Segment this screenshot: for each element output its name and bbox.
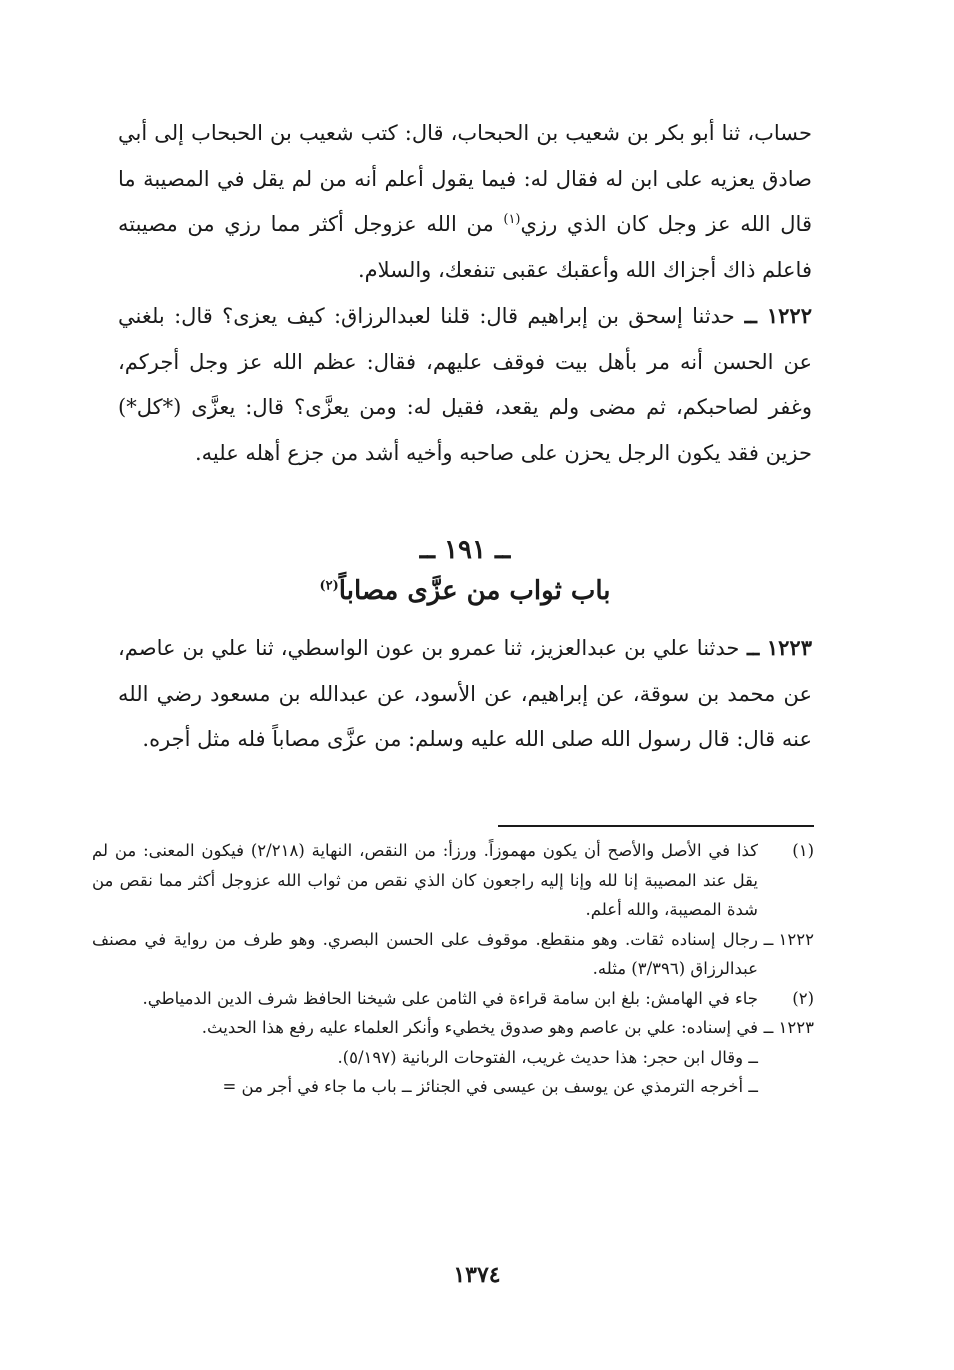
chapter-number: ــ ١٩١ ــ [419,535,511,565]
footnote-text: كذا في الأصل والأصح أن يكون مهموزاً. ورزأ: من النقص، النهاية (٢/٢١٨) فيكون المعنى: من لم يقل عند المصيبة إنا لله وإنا إليه راجعون كان الذي نقص من ثواب الله عزوجل أكثر مما نقص من شدة المصيبة، والله أعلم. [92,841,758,919]
hadith-1222 [118,293,812,476]
footnote-continuation: ــ وقال ابن حجر: هذا حديث غريب، الفتوحات الربانية (٥/١٩٧). [337,1047,758,1067]
footnote-2 [92,984,814,1014]
hadith-1223 [118,625,812,763]
footnote-continuation: ــ أخرجه الترمذي عن يوسف بن عيسى في الجنائز ــ باب ما جاء في أجر من = [222,1077,758,1096]
hadith-dash: ــ [739,635,767,660]
hadith-text: حدثنا إسحق بن إبراهيم قال: قلنا لعبدالرزاق: كيف يعزى؟ قال: بلغني عن الحسن أنه مر بأهل بيت فوقف عليهم، فقال: عظم الله عز وجل أجركم، وغفر لصاحبكم، ثم مضى ولم يقعد، فقيل له: ومن يعزَّى؟ قال: يعزَّى (*كل*) حزين فقد يكون الرجل يحزن على صاحبه وأخيه أشد من جزع أهله عليه. [118,304,812,465]
top-paragraph [118,111,812,293]
footnote-reference-2[interactable]: (٢) [319,578,339,594]
footnote-1223 [92,1013,814,1043]
footnotes [92,836,814,1102]
paragraph-text-continued: من الله عزوجل أكثر مما رزي من مصيبته فاعلم ذاك أجزاك الله وأعقبك عقبى تنفعك، والسلام. [118,212,812,282]
footnote-marker: ١٢٢٢ ــ [763,929,814,949]
footnote-marker: (١) [792,841,814,860]
footnote-reference-1[interactable]: (١) [503,212,521,227]
chapter-heading [118,570,812,612]
page-number: ١٣٧٤ [453,1262,501,1288]
footnote-text: رجال إسناده ثقات. وهو منقطع. موقوف على الحسن البصري. وهو طرف من رواية في مصنف عبدالرزاق (٣/٣٩٦) مثله. [92,929,758,978]
footnote-text: في إسناده: علي بن عاصم وهو صدوق يخطيء وأنكر العلماء عليه رفع هذا الحديث. [201,1018,758,1037]
hadith-text: حدثنا علي بن عبدالعزيز، ثنا عمرو بن عون الواسطي، ثنا علي بن عاصم، عن محمد بن سوقة، عن إبراهيم، عن الأسود، عن عبدالله بن مسعود رضي الله عنه قال: قال رسول الله صلى الله عليه وسلم: من عزَّى مصاباً فله مثل أجره. [118,636,812,751]
paragraph-text: حساب، ثنا أبو بكر بن شعيب بن الحبحاب، قال: كتب شعيب بن الحبحاب إلى أبي صادق يعزيه على ابن له فقال له: فيما يقول أعلم أنه من لم يقل في المصيبة ما قال الله عز وجل كان الذي رزي [118,121,812,236]
hadith-number: ١٢٢٣ [766,635,812,660]
footnote-text: جاء في الهامش: بلغ ابن سامة قراءة في الثامن على شيخنا الحافظ شرف الدين الدمياطي. [142,988,758,1008]
chapter-title: باب ثواب من عزَّى مصاباً [338,576,611,606]
hadith-number: ١٢٢٢ [766,303,812,328]
continuation-paragraph [118,111,812,293]
footnote-separator [498,825,814,827]
hadith-paragraph [118,293,812,476]
footnote-marker: ١٢٢٣ ــ [763,1018,814,1037]
footnote-1222 [92,925,814,984]
hadith-dash: ــ [734,303,767,328]
footnote-marker: (٢) [792,988,814,1008]
hadith-paragraph [118,625,812,763]
footnote-1 [92,836,814,925]
